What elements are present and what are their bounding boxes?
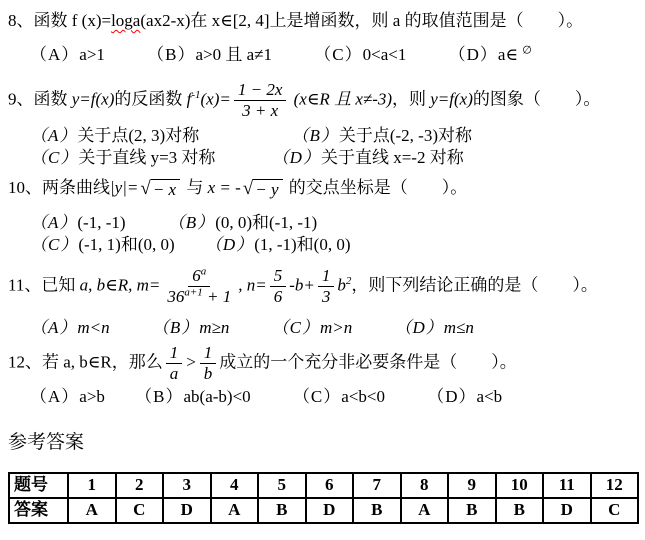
math-expression: (x)= xyxy=(200,89,231,109)
math-expression: , n= xyxy=(238,275,267,294)
table-header-question-number: 题号 xyxy=(9,473,68,498)
question-8 xyxy=(8,10,639,66)
question-number-cell: 6 xyxy=(306,473,354,498)
question-number-cell: 12 xyxy=(591,473,639,498)
question-9 xyxy=(8,80,639,169)
math-expression: b xyxy=(337,275,346,294)
question-number-cell: 7 xyxy=(353,473,401,498)
question-10 xyxy=(8,177,639,256)
math-expression: > xyxy=(185,352,197,371)
answer-letter-cell: D xyxy=(163,498,211,523)
stem-text: 9、函数 xyxy=(8,89,68,109)
option-a: （A）m<n xyxy=(30,317,110,337)
option-d: （D）m≤n xyxy=(394,317,474,337)
math-expression: y=f(x) xyxy=(71,89,115,109)
option-a: （A）a>b xyxy=(30,386,105,406)
fraction-denominator: 3 + x xyxy=(242,101,279,120)
question-number-cell: 10 xyxy=(496,473,544,498)
radical-symbol: √ xyxy=(242,177,254,199)
option-c: （C）(-1, 1)和(0, 0) xyxy=(30,234,175,254)
answer-letter-cell: D xyxy=(543,498,591,523)
option-a: （A）a>1 xyxy=(30,45,105,64)
answer-letter-cell: A xyxy=(68,498,116,523)
option-c: （C）关于直线 y=3 对称 xyxy=(30,148,216,167)
option-b: （B）m≥n xyxy=(151,317,230,337)
option-d: （D）(1, -1)和(0, 0) xyxy=(204,234,351,254)
fraction-denominator: 6 xyxy=(273,286,283,306)
math-expression: y=f(x) xyxy=(430,89,473,109)
option-c: （C）a<b<0 xyxy=(292,386,386,406)
answer-letter-cell: A xyxy=(211,498,259,523)
stem-text: ，则下列结论正确的是（ ）。 xyxy=(351,275,598,294)
question-number-cell: 5 xyxy=(258,473,306,498)
question-number-cell: 1 xyxy=(68,473,116,498)
question-9-options-row-1 xyxy=(30,125,639,147)
stem-text: 12、若 a, b∈R，那么 xyxy=(8,352,163,371)
square-root: √ − x xyxy=(140,179,180,200)
option-b: （B）(0, 0)和(-1, -1) xyxy=(167,212,318,232)
fraction xyxy=(318,266,335,307)
question-number-cell: 4 xyxy=(211,473,259,498)
math-expression: f xyxy=(186,89,192,109)
stem-text: (ax2-x)在 x∈[2, 4]上是增函数，则 a 的取值范围是（ ）。 xyxy=(140,11,584,30)
empty-set-symbol: ∅ xyxy=(522,44,532,57)
fraction xyxy=(234,80,287,121)
option-d: （D）a∈ ∅ xyxy=(448,44,532,64)
exponent: a+1 xyxy=(184,285,203,298)
fraction xyxy=(166,343,183,384)
stem-text: 与 xyxy=(186,178,204,197)
question-11-stem xyxy=(8,266,639,307)
question-11 xyxy=(8,266,639,339)
stem-text: 的反函数 xyxy=(114,89,183,109)
table-header-answer: 答案 xyxy=(9,498,68,523)
answer-letter-cell: B xyxy=(353,498,401,523)
radical-symbol: √ xyxy=(140,177,151,199)
fraction xyxy=(163,266,235,307)
stem-text: 的交点坐标是（ ）。 xyxy=(288,178,468,197)
stem-text: 11、已知 xyxy=(8,275,76,294)
fraction-denominator: 3 xyxy=(321,286,331,306)
option-a: （A）(-1, -1) xyxy=(30,212,126,232)
stem-text: 成立的一个充分非必要条件是（ ）。 xyxy=(219,352,517,371)
spellcheck-underlined-text: loga xyxy=(111,11,141,30)
fraction xyxy=(270,266,287,307)
stem-text: ，则 xyxy=(392,89,427,109)
answer-letter-cell: B xyxy=(496,498,544,523)
fraction-numerator: 6$^a$ xyxy=(188,266,210,287)
question-9-options-row-2 xyxy=(30,147,639,169)
option-c: （C）0<a<1 xyxy=(314,45,407,64)
question-12 xyxy=(8,343,639,408)
fraction-numerator: 5 xyxy=(270,266,287,287)
question-number-cell: 2 xyxy=(116,473,164,498)
fraction-denominator: b xyxy=(203,363,213,383)
option-d: （D）a<b xyxy=(427,386,503,406)
fraction-numerator: 1 xyxy=(318,266,335,287)
question-9-stem xyxy=(8,80,639,121)
option-b: （B）a>0 且 a≠1 xyxy=(147,45,273,64)
question-number-cell: 9 xyxy=(448,473,496,498)
square-root: √ − y xyxy=(243,179,283,200)
question-11-options xyxy=(30,317,639,339)
fraction xyxy=(200,343,217,384)
math-expression: x = - xyxy=(207,178,241,197)
question-8-options xyxy=(30,44,639,66)
stem-text: 10、两条曲线 xyxy=(8,178,110,197)
exponent: 2 xyxy=(345,274,352,287)
answers-table-letter-row xyxy=(9,498,638,523)
fraction-numerator: 1 − 2x xyxy=(234,80,287,101)
question-10-options-row-2 xyxy=(30,234,639,256)
exponent: a xyxy=(200,264,207,277)
math-expression: |y|= xyxy=(110,178,139,197)
question-12-options xyxy=(30,386,639,408)
math-expression: a, b∈R, m= xyxy=(79,275,161,294)
question-number-cell: 11 xyxy=(543,473,591,498)
option-b: （B）关于点(-2, -3)对称 xyxy=(291,126,473,145)
option-b: （B）ab(a-b)<0 xyxy=(135,386,251,406)
answer-letter-cell: D xyxy=(306,498,354,523)
fraction-numerator: 1 xyxy=(200,343,217,364)
option-a: （A）关于点(2, 3)对称 xyxy=(30,126,200,145)
fraction-denominator: a xyxy=(169,363,179,383)
answers-table-number-row xyxy=(9,473,638,498)
math-expression: -b+ xyxy=(289,275,315,294)
fraction-numerator: 1 xyxy=(166,343,183,364)
option-c: （C）m>n xyxy=(271,317,353,337)
answer-letter-cell: C xyxy=(116,498,164,523)
answer-letter-cell: B xyxy=(448,498,496,523)
question-10-options-row-1 xyxy=(30,212,639,234)
math-expression: (x∈R 且 x≠-3) xyxy=(293,89,393,109)
option-d: （D）关于直线 x=-2 对称 xyxy=(271,148,464,167)
stem-text: 的图象（ ）。 xyxy=(472,89,601,109)
answer-letter-cell: B xyxy=(258,498,306,523)
answers-table xyxy=(8,472,639,524)
stem-text: 8、函数 f (x)= xyxy=(8,11,112,30)
inverse-superscript: -1 xyxy=(191,88,201,101)
question-12-stem xyxy=(8,343,639,384)
question-number-cell: 3 xyxy=(163,473,211,498)
question-8-stem xyxy=(8,10,639,32)
answer-letter-cell: A xyxy=(401,498,449,523)
answers-heading: 参考答案 xyxy=(8,431,85,453)
question-10-stem xyxy=(8,177,639,200)
answer-letter-cell: C xyxy=(591,498,639,523)
fraction-denominator: $36^{a+1} + 1$ xyxy=(167,285,232,306)
question-number-cell: 8 xyxy=(401,473,449,498)
